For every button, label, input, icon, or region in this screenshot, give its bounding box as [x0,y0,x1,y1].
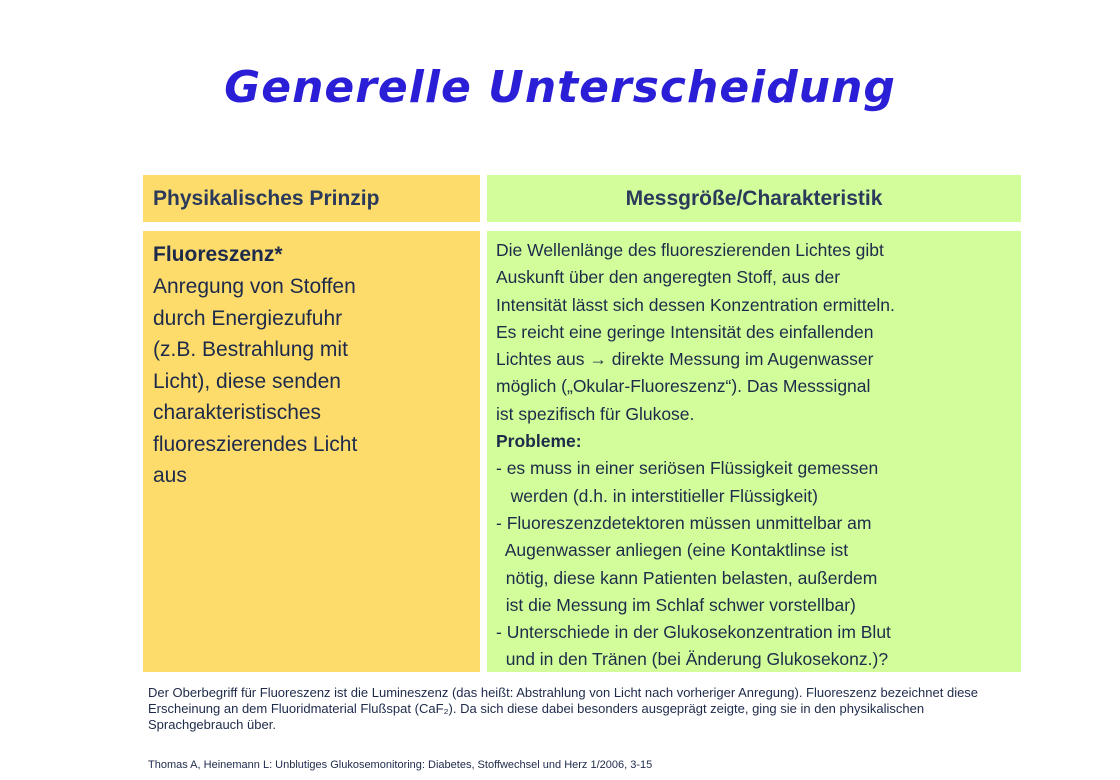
slide-title: Generelle Unterscheidung [224,62,896,113]
header-measurement-characteristic [487,175,1021,222]
principle-description: Anregung von Stoffen durch Energiezufuhr (z.B. Bestrahlung mit Licht), diese senden charakteristisches fluoreszierendes Licht aus [153,275,358,487]
header-physical-principle [143,175,480,222]
characteristic-description: Die Wellenlänge des fluoreszierenden Lichtes gibt Auskunft über den angeregten Stoff, aus der Intensität lässt sich dessen Konzentration ermitteln. Es reicht eine geringe Intensität des einfallenden Lichtes aus → direkte Messung im Augenwasser möglich („Okular-Fluoreszenz“). Das Messsignal ist spezifisch für Glukose. [496,240,895,424]
footnote: Der Oberbegriff für Fluoreszenz ist die Lumineszenz (das heißt: Abstrahlung von Licht nach vorheriger Anregung). Fluoreszenz bezeichnet diese Erscheinung an dem Fluoridmaterial Flußspat (CaF₂). Da sich diese dabei besonders ausgeprägt zeigte, ging sie in den physikalischen Sprachgebrauch über. [148,685,979,732]
characteristic-cell [487,231,1021,672]
problems-list: - es muss in einer seriösen Flüssigkeit gemessen werden (d.h. in interstitieller Flüssigkeit) - Fluoreszenzdetektoren müssen unmittelbar am Augenwasser anliegen (eine Kontaktlinse ist nötig, diese kann Patienten belasten, außerdem ist die Messung im Schlaf schwer vorstellbar) - Unterschiede in der Glukosekonzentration im Blut und in den Tränen (bei Änderung Glukosekonz.)? [496,458,891,670]
header-physical-principle-label: Physikalisches Prinzip [153,187,380,210]
header-measurement-characteristic-label: Messgröße/Charakteristik [625,187,883,210]
source-citation: Thomas A, Heinemann L: Unblutiges Glukosemonitoring: Diabetes, Stoffwechsel und Herz 1/2006, 3-15 [148,759,653,771]
principle-heading: Fluoreszenz* [153,243,283,266]
principle-cell [143,231,480,672]
problems-heading: Probleme: [496,431,582,452]
